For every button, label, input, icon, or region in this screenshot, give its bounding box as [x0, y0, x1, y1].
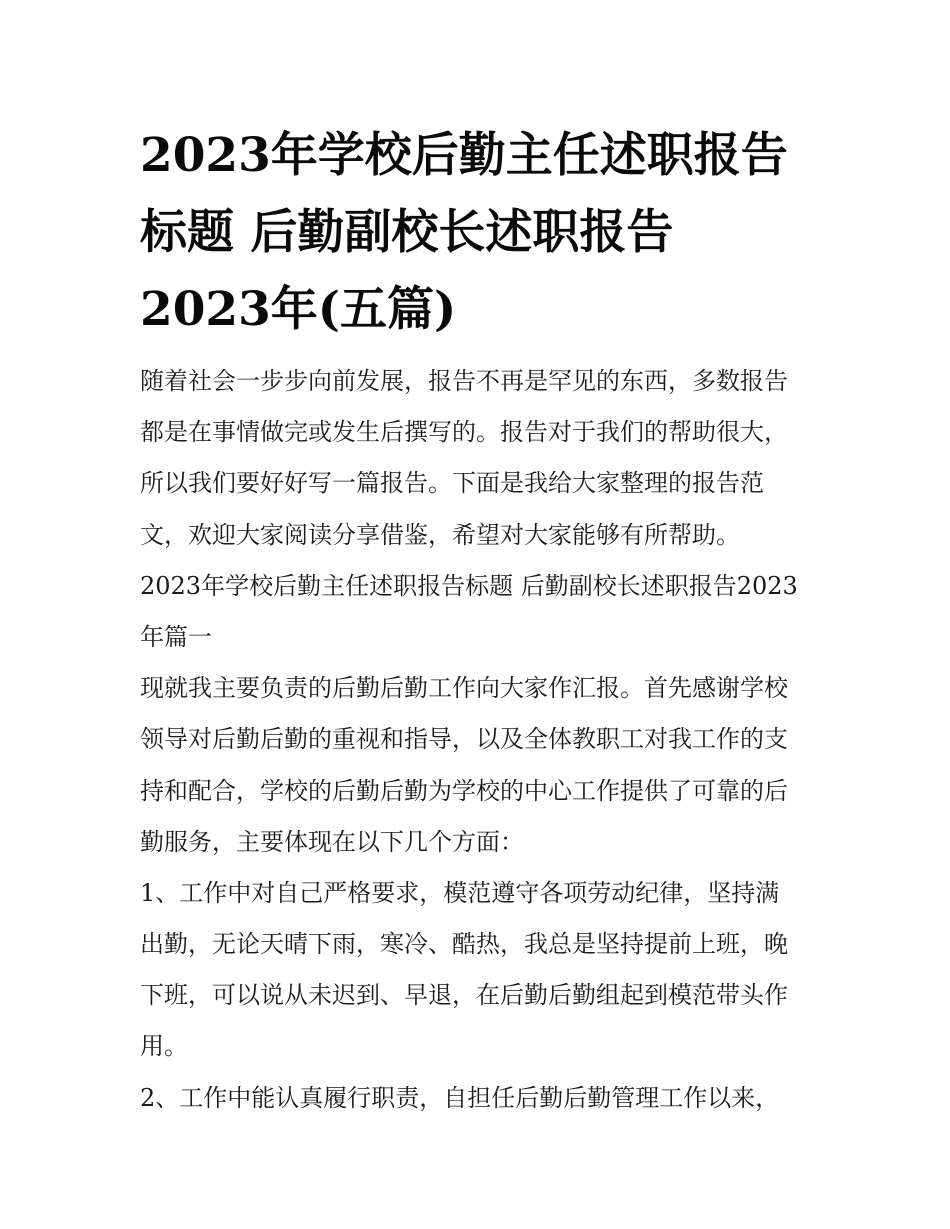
- document-title: [140, 117, 820, 348]
- title-line: 2023年学校后勤主任述职报告: [140, 128, 788, 183]
- body-line: 都是在事情做完或发生后撰写的。报告对于我们的帮助很大，: [140, 418, 788, 447]
- body-line: 持和配合，学校的后勤后勤为学校的中心工作提供了可靠的后: [140, 776, 788, 805]
- list-item-line: 用。: [140, 1032, 188, 1061]
- document-body: [140, 356, 830, 1124]
- section-heading-line: 2023年学校后勤主任述职报告标题 后勤副校长述职报告2023: [140, 571, 798, 600]
- list-item-line: 2、工作中能认真履行职责，自担任后勤后勤管理工作以来，: [140, 1083, 780, 1112]
- body-line: 所以我们要好好写一篇报告。下面是我给大家整理的报告范: [140, 469, 764, 498]
- section-heading-line: 年篇一: [140, 622, 212, 651]
- body-line: 随着社会一步步向前发展，报告不再是罕见的东西，多数报告: [140, 367, 788, 395]
- title-line: 标题 后勤副校长述职报告: [140, 205, 674, 260]
- list-item-line: 出勤，无论天晴下雨，寒冷、酷热，我总是坚持提前上班，晚: [140, 930, 788, 959]
- body-line: 勤服务，主要体现在以下几个方面：: [140, 827, 524, 856]
- body-line: 领导对后勤后勤的重视和指导，以及全体教职工对我工作的支: [140, 725, 788, 754]
- title-line: 2023年(五篇): [140, 282, 457, 337]
- list-item-line: 1、工作中对自己严格要求，模范遵守各项劳动纪律，坚持满: [140, 878, 780, 907]
- body-line: 文，欢迎大家阅读分享借鉴，希望对大家能够有所帮助。: [140, 520, 740, 549]
- list-item-line: 下班，可以说从未迟到、早退，在后勤后勤组起到模范带头作: [140, 981, 788, 1010]
- body-line: 现就我主要负责的后勤后勤工作向大家作汇报。首先感谢学校: [140, 674, 788, 703]
